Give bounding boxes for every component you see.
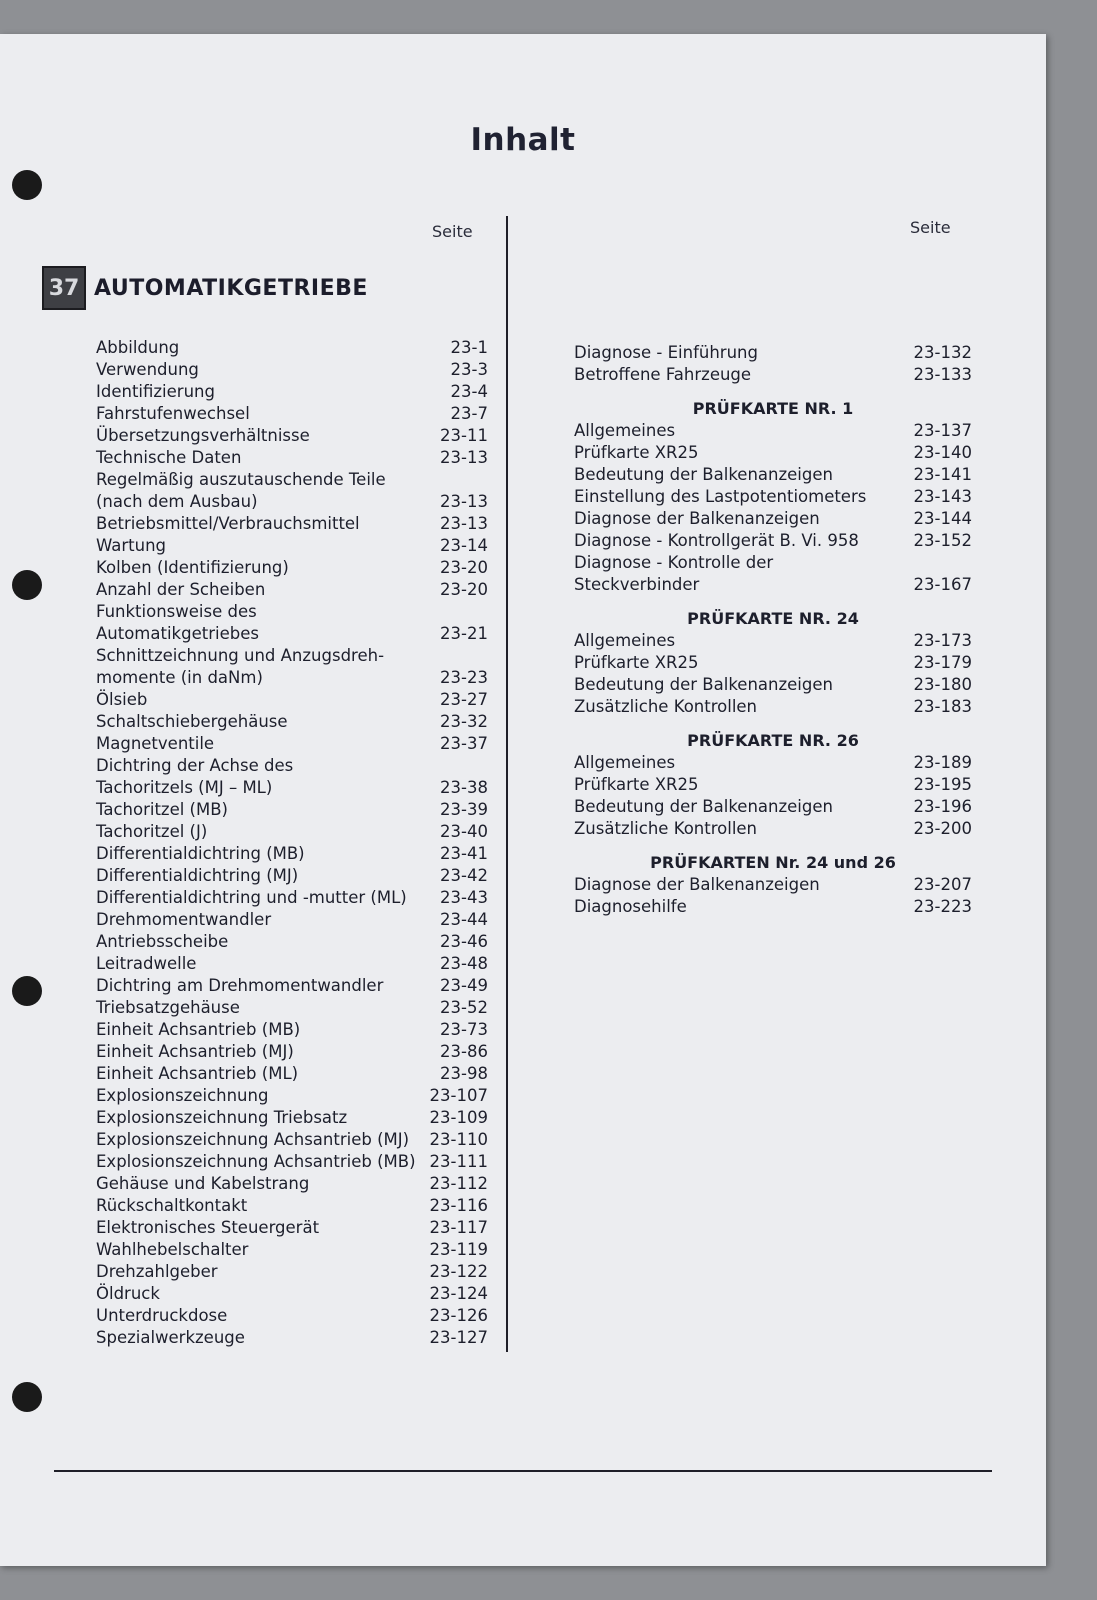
toc-entry: [96, 1107, 488, 1129]
toc-entry: [96, 1327, 488, 1349]
binder-hole: [12, 570, 42, 600]
toc-entry-page: 23-27: [440, 690, 488, 709]
left-toc-list: [96, 337, 488, 1349]
toc-entry-page: 23-141: [913, 465, 972, 484]
toc-entry: [96, 1019, 488, 1041]
toc-entry: [96, 843, 488, 865]
toc-entry-label: Zusätzliche Kontrollen: [574, 697, 758, 716]
chapter-heading: [42, 266, 368, 310]
toc-entry-page: 23-152: [913, 531, 972, 550]
toc-entry: [96, 1063, 488, 1085]
toc-entry: [96, 931, 488, 953]
toc-entry-label: Betriebsmittel/Verbrauchsmittel: [96, 514, 360, 533]
toc-entry-label: Abbildung: [96, 338, 180, 357]
toc-entry-page: 23-117: [429, 1218, 488, 1237]
toc-entry: [96, 755, 488, 777]
toc-entry: [574, 652, 972, 674]
toc-entry-label: Betroffene Fahrzeuge: [574, 365, 752, 384]
toc-entry-page: 23-42: [440, 866, 488, 885]
toc-entry: [96, 1283, 488, 1305]
toc-entry: [96, 645, 488, 667]
toc-entry-label: Schaltschiebergehäuse: [96, 712, 288, 731]
chapter-title: AUTOMATIKGETRIEBE: [94, 275, 368, 301]
toc-entry-label: Tachoritzel (J): [96, 822, 208, 841]
toc-entry-label: Diagnosehilfe: [574, 897, 687, 916]
toc-entry: [96, 667, 488, 689]
toc-entry-label: Einheit Achsantrieb (ML): [96, 1064, 299, 1083]
toc-entry-label: Wahlhebelschalter: [96, 1240, 249, 1259]
toc-entry-label: Schnittzeichnung und Anzugsdreh-: [96, 646, 385, 665]
toc-entry: [96, 1129, 488, 1151]
toc-entry: [574, 364, 972, 386]
toc-entry-label: Diagnose - Kontrollgerät B. Vi. 958: [574, 531, 859, 550]
page-title: Inhalt: [470, 122, 576, 158]
toc-entry-page: 23-20: [440, 558, 488, 577]
toc-entry: [574, 574, 972, 596]
toc-entry: [574, 420, 972, 442]
toc-entry-page: 23-21: [440, 624, 488, 643]
toc-entry-page: 23-13: [440, 448, 488, 467]
toc-entry: [574, 674, 972, 696]
toc-entry-page: 23-11: [440, 426, 488, 445]
toc-entry: [96, 1173, 488, 1195]
toc-entry: [96, 1305, 488, 1327]
toc-entry: [574, 874, 972, 896]
toc-entry-label: Triebsatzgehäuse: [96, 998, 240, 1017]
document-page: [0, 34, 1046, 1566]
toc-entry-label: Differentialdichtring (MJ): [96, 866, 299, 885]
toc-entry-page: 23-4: [450, 382, 488, 401]
toc-entry: [96, 689, 488, 711]
toc-entry-page: 23-98: [440, 1064, 488, 1083]
toc-entry-label: Anzahl der Scheiben: [96, 580, 266, 599]
toc-entry: [96, 601, 488, 623]
toc-entry-page: 23-39: [440, 800, 488, 819]
toc-entry: [96, 425, 488, 447]
toc-entry-label: Funktionsweise des: [96, 602, 257, 621]
toc-entry: [574, 796, 972, 818]
toc-entry-page: 23-52: [440, 998, 488, 1017]
toc-entry-label: Diagnose - Kontrolle der: [574, 553, 774, 572]
toc-entry-label: Prüfkarte XR25: [574, 443, 699, 462]
toc-entry-page: 23-32: [440, 712, 488, 731]
toc-entry: [96, 513, 488, 535]
toc-entry-label: Steckverbinder: [574, 575, 700, 594]
toc-entry-page: 23-200: [913, 819, 972, 838]
toc-entry-page: 23-173: [913, 631, 972, 650]
toc-entry-label: Prüfkarte XR25: [574, 653, 699, 672]
toc-entry-label: Differentialdichtring und -mutter (ML): [96, 888, 407, 907]
toc-entry-page: 23-223: [913, 897, 972, 916]
toc-entry-label: Unterdruckdose: [96, 1306, 228, 1325]
toc-entry-label: Einheit Achsantrieb (MJ): [96, 1042, 294, 1061]
toc-entry: [574, 752, 972, 774]
toc-entry-label: Dichtring der Achse des: [96, 756, 294, 775]
toc-entry: [574, 696, 972, 718]
toc-entry-label: Übersetzungsverhältnisse: [96, 426, 310, 445]
toc-entry-page: 23-207: [913, 875, 972, 894]
toc-entry-label: Explosionszeichnung: [96, 1086, 269, 1105]
toc-entry-page: 23-49: [440, 976, 488, 995]
toc-entry-page: 23-37: [440, 734, 488, 753]
toc-entry: [574, 508, 972, 530]
binder-hole: [12, 1382, 42, 1412]
toc-entry-label: momente (in daNm): [96, 668, 263, 687]
section-heading: PRÜFKARTE NR. 24: [687, 609, 859, 628]
toc-entry: [96, 381, 488, 403]
chapter-number-badge: 37: [42, 266, 86, 310]
toc-entry-label: Prüfkarte XR25: [574, 775, 699, 794]
section-gap: [574, 840, 972, 852]
toc-entry: [96, 557, 488, 579]
toc-entry-label: Allgemeines: [574, 753, 676, 772]
toc-entry: [96, 997, 488, 1019]
toc-entry-page: 23-48: [440, 954, 488, 973]
toc-entry: [96, 975, 488, 997]
toc-entry-page: 23-38: [440, 778, 488, 797]
toc-entry-page: 23-195: [913, 775, 972, 794]
toc-entry-label: Tachoritzel (MB): [96, 800, 228, 819]
toc-entry-label: Magnetventile: [96, 734, 215, 753]
toc-entry: [96, 733, 488, 755]
toc-entry-label: Bedeutung der Balkenanzeigen: [574, 465, 833, 484]
toc-entry: [96, 1217, 488, 1239]
toc-entry: [96, 887, 488, 909]
toc-entry-page: 23-196: [913, 797, 972, 816]
toc-entry: [96, 1151, 488, 1173]
toc-entry: [96, 1195, 488, 1217]
toc-entry-label: Tachoritzels (MJ – ML): [96, 778, 273, 797]
toc-entry-label: Drehmomentwandler: [96, 910, 272, 929]
toc-entry: [574, 486, 972, 508]
toc-entry-page: 23-40: [440, 822, 488, 841]
toc-entry-page: 23-116: [429, 1196, 488, 1215]
toc-entry: [574, 818, 972, 840]
toc-entry-label: Leitradwelle: [96, 954, 197, 973]
toc-entry-label: Explosionszeichnung Achsantrieb (MB): [96, 1152, 416, 1171]
toc-entry-page: 23-107: [429, 1086, 488, 1105]
toc-entry-label: Ölsieb: [96, 690, 148, 709]
toc-entry-label: Antriebsscheibe: [96, 932, 229, 951]
toc-entry: [96, 865, 488, 887]
toc-entry: [96, 359, 488, 381]
binder-hole: [12, 170, 42, 200]
toc-entry-label: Diagnose - Einführung: [574, 343, 758, 362]
column-divider: [506, 216, 508, 1352]
toc-entry-label: Regelmäßig auszutauschende Teile: [96, 470, 386, 489]
toc-entry-page: 23-183: [913, 697, 972, 716]
toc-entry-label: Diagnose der Balkenanzeigen: [574, 875, 820, 894]
toc-entry-label: Bedeutung der Balkenanzeigen: [574, 675, 833, 694]
toc-entry-page: 23-20: [440, 580, 488, 599]
right-column-seite-label: Seite: [910, 218, 951, 237]
toc-entry: [574, 442, 972, 464]
toc-entry-label: (nach dem Ausbau): [96, 492, 258, 511]
bottom-rule: [54, 1470, 992, 1472]
toc-entry-page: 23-180: [913, 675, 972, 694]
toc-entry-page: 23-133: [913, 365, 972, 384]
toc-entry-label: Wartung: [96, 536, 167, 555]
toc-entry-label: Einheit Achsantrieb (MB): [96, 1020, 301, 1039]
toc-entry: [574, 630, 972, 652]
toc-entry-page: 23-13: [440, 514, 488, 533]
toc-entry-page: 23-73: [440, 1020, 488, 1039]
toc-entry: [96, 1041, 488, 1063]
toc-entry: [96, 447, 488, 469]
toc-entry-label: Identifizierung: [96, 382, 215, 401]
section-gap: [574, 386, 972, 398]
toc-entry: [96, 623, 488, 645]
toc-entry-page: 23-189: [913, 753, 972, 772]
toc-entry-page: 23-23: [440, 668, 488, 687]
toc-entry-label: Gehäuse und Kabelstrang: [96, 1174, 310, 1193]
toc-entry-label: Diagnose der Balkenanzeigen: [574, 509, 820, 528]
toc-entry-label: Spezialwerkzeuge: [96, 1328, 245, 1347]
toc-entry-label: Explosionszeichnung Triebsatz: [96, 1108, 348, 1127]
toc-entry-label: Verwendung: [96, 360, 199, 379]
toc-entry-page: 23-112: [429, 1174, 488, 1193]
toc-entry-label: Drehzahlgeber: [96, 1262, 218, 1281]
toc-entry: [574, 464, 972, 486]
toc-entry-page: 23-44: [440, 910, 488, 929]
toc-entry: [96, 821, 488, 843]
toc-entry-page: 23-167: [913, 575, 972, 594]
toc-entry-page: 23-137: [913, 421, 972, 440]
toc-entry-label: Fahrstufenwechsel: [96, 404, 250, 423]
toc-entry-label: Zusätzliche Kontrollen: [574, 819, 758, 838]
toc-entry: [96, 909, 488, 931]
toc-entry: [96, 337, 488, 359]
toc-entry-page: 23-144: [913, 509, 972, 528]
toc-entry-label: Öldruck: [96, 1284, 160, 1303]
toc-entry: [96, 535, 488, 557]
toc-entry-label: Kolben (Identifizierung): [96, 558, 289, 577]
toc-entry-page: 23-110: [429, 1130, 488, 1149]
toc-entry: [574, 774, 972, 796]
toc-entry-page: 23-127: [429, 1328, 488, 1347]
section-heading: PRÜFKARTE NR. 26: [687, 731, 859, 750]
left-column-seite-label: Seite: [432, 222, 473, 241]
toc-entry-label: Differentialdichtring (MB): [96, 844, 305, 863]
toc-entry: [574, 530, 972, 552]
right-toc-list: [574, 342, 972, 918]
section-heading: PRÜFKARTEN Nr. 24 und 26: [650, 853, 896, 872]
toc-entry-page: 23-43: [440, 888, 488, 907]
toc-entry-page: 23-124: [429, 1284, 488, 1303]
toc-entry-label: Allgemeines: [574, 421, 676, 440]
toc-entry: [574, 342, 972, 364]
toc-entry-label: Allgemeines: [574, 631, 676, 650]
toc-entry-page: 23-13: [440, 492, 488, 511]
toc-entry-page: 23-46: [440, 932, 488, 951]
toc-entry: [574, 552, 972, 574]
section-heading: PRÜFKARTE NR. 1: [692, 399, 854, 418]
toc-entry-page: 23-119: [429, 1240, 488, 1259]
toc-entry-page: 23-132: [913, 343, 972, 362]
toc-entry-page: 23-143: [913, 487, 972, 506]
toc-entry-label: Einstellung des Lastpotentiometers: [574, 487, 867, 506]
toc-entry-page: 23-3: [450, 360, 488, 379]
toc-entry-page: 23-1: [450, 338, 488, 357]
toc-entry: [96, 403, 488, 425]
toc-entry-label: Elektronisches Steuergerät: [96, 1218, 320, 1237]
toc-entry: [96, 491, 488, 513]
toc-entry-page: 23-122: [429, 1262, 488, 1281]
toc-entry-page: 23-109: [429, 1108, 488, 1127]
toc-entry-page: 23-41: [440, 844, 488, 863]
toc-entry: [96, 1085, 488, 1107]
section-gap: [574, 718, 972, 730]
toc-entry-page: 23-140: [913, 443, 972, 462]
toc-entry-page: 23-86: [440, 1042, 488, 1061]
toc-entry: [96, 953, 488, 975]
toc-entry: [96, 1261, 488, 1283]
toc-entry-page: 23-14: [440, 536, 488, 555]
toc-entry: [96, 777, 488, 799]
toc-entry-page: 23-126: [429, 1306, 488, 1325]
toc-entry: [96, 469, 488, 491]
toc-entry-label: Explosionszeichnung Achsantrieb (MJ): [96, 1130, 410, 1149]
toc-entry-label: Dichtring am Drehmomentwandler: [96, 976, 384, 995]
toc-entry: [574, 896, 972, 918]
toc-entry-page: 23-111: [429, 1152, 488, 1171]
toc-entry-page: 23-179: [913, 653, 972, 672]
toc-entry: [96, 799, 488, 821]
toc-entry: [96, 579, 488, 601]
toc-entry-label: Bedeutung der Balkenanzeigen: [574, 797, 833, 816]
binder-hole: [12, 976, 42, 1006]
toc-entry-label: Rückschaltkontakt: [96, 1196, 248, 1215]
toc-entry-page: 23-7: [450, 404, 488, 423]
toc-entry-label: Automatikgetriebes: [96, 624, 259, 643]
toc-entry: [96, 711, 488, 733]
toc-entry: [96, 1239, 488, 1261]
section-gap: [574, 596, 972, 608]
toc-entry-label: Technische Daten: [96, 448, 242, 467]
